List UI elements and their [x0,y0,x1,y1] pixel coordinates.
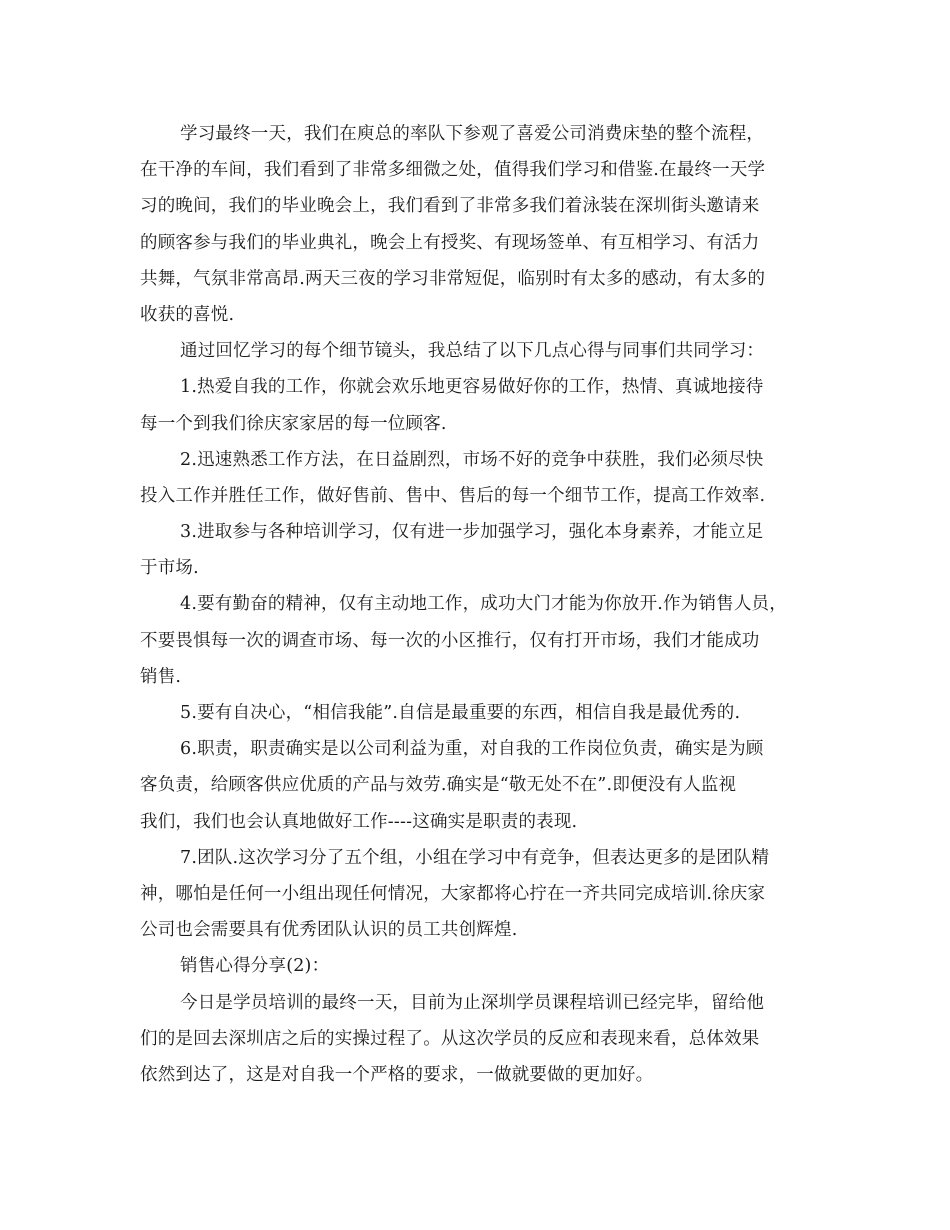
paragraph-first-line: 学习最终一天，我们在庾总的率队下参观了喜爱公司消费床垫的整个流程， [180,124,765,144]
paragraph-line: 在干净的车间，我们看到了非常多细微之处，值得我们学习和借鉴.在最终一天学 [140,160,766,181]
paragraph-line: 销售. [140,666,182,687]
paragraph-line: 于市场. [140,558,199,579]
paragraph-first-line: 6.职责，职责确实是以公司利益为重，对自我的工作岗位负责，确实是为顾 [180,739,764,760]
paragraph-line: 神，哪怕是任何一小组出现任何情况，大家都将心拧在一齐共同完成培训.徐庆家 [140,883,766,904]
paragraph-first-line: 1.热爱自我的工作，你就会欢乐地更容易做好你的工作，热情、真诚地接待 [180,377,764,398]
paragraph-line: 我们，我们也会认真地做好工作----这确实是职责的表现. [140,811,578,832]
paragraph-line: 的顾客参与我们的毕业典礼，晚会上有授奖、有现场签单、有互相学习、有活力 [140,232,760,253]
paragraph-line: 依然到达了，这是对自我一个严格的要求，一做就要做的更加好。 [140,1064,654,1085]
paragraph-first-line: 3.进取参与各种培训学习，仅有进一步加强学习，强化本身素养，才能立足 [180,522,764,543]
paragraph-line: 每一个到我们徐庆家家居的每一位顾客. [140,413,447,434]
paragraph-first-line: 5.要有自决心，“相信我能”.自信是最重要的东西，相信自我是最优秀的. [180,703,741,723]
paragraph-line: 收获的喜悦. [140,304,235,325]
paragraph-first-line: 通过回忆学习的每个细节镜头，我总结了以下几点心得与同事们共同学习： [180,341,765,362]
paragraph-first-line: 2.迅速熟悉工作方法，在日益剧烈，市场不好的竞争中获胜，我们必须尽快 [180,449,764,470]
document-body [140,116,820,1093]
paragraph-line: 习的晚间，我们的毕业晚会上，我们看到了非常多我们着泳装在深圳街头邀请来 [140,196,760,217]
paragraph-first-line: 销售心得分享(2)： [180,956,330,977]
paragraph-line: 公司也会需要具有优秀团队认识的员工共创辉煌. [140,920,518,941]
paragraph-first-line: 4.要有勤奋的精神，仅有主动地工作，成功大门才能为你放开.作为销售人员， [180,594,787,615]
paragraph-line: 们的是回去深圳店之后的实操过程了。从这次学员的反应和表现来看，总体效果 [140,1028,760,1049]
paragraph-line: 不要畏惧每一次的调查市场、每一次的小区推行，仅有打开市场，我们才能成功 [140,630,760,651]
paragraph-line: 客负责，给顾客供应优质的产品与效劳.确实是“敬无处不在”.即便没有人监视 [140,775,737,796]
paragraph-line: 共舞，气氛非常高昂.两天三夜的学习非常短促，临别时有太多的感动，有太多的 [140,268,766,289]
paragraph-first-line: 7.团队.这次学习分了五个组，小组在学习中有竞争，但表达更多的是团队精 [180,847,770,868]
paragraph-first-line: 今日是学员培训的最终一天，目前为止深圳学员课程培训已经完毕，留给他 [180,992,765,1013]
paragraph-line: 投入工作并胜任工作，做好售前、售中、售后的每一个细节工作，提高工作效率. [140,485,766,506]
